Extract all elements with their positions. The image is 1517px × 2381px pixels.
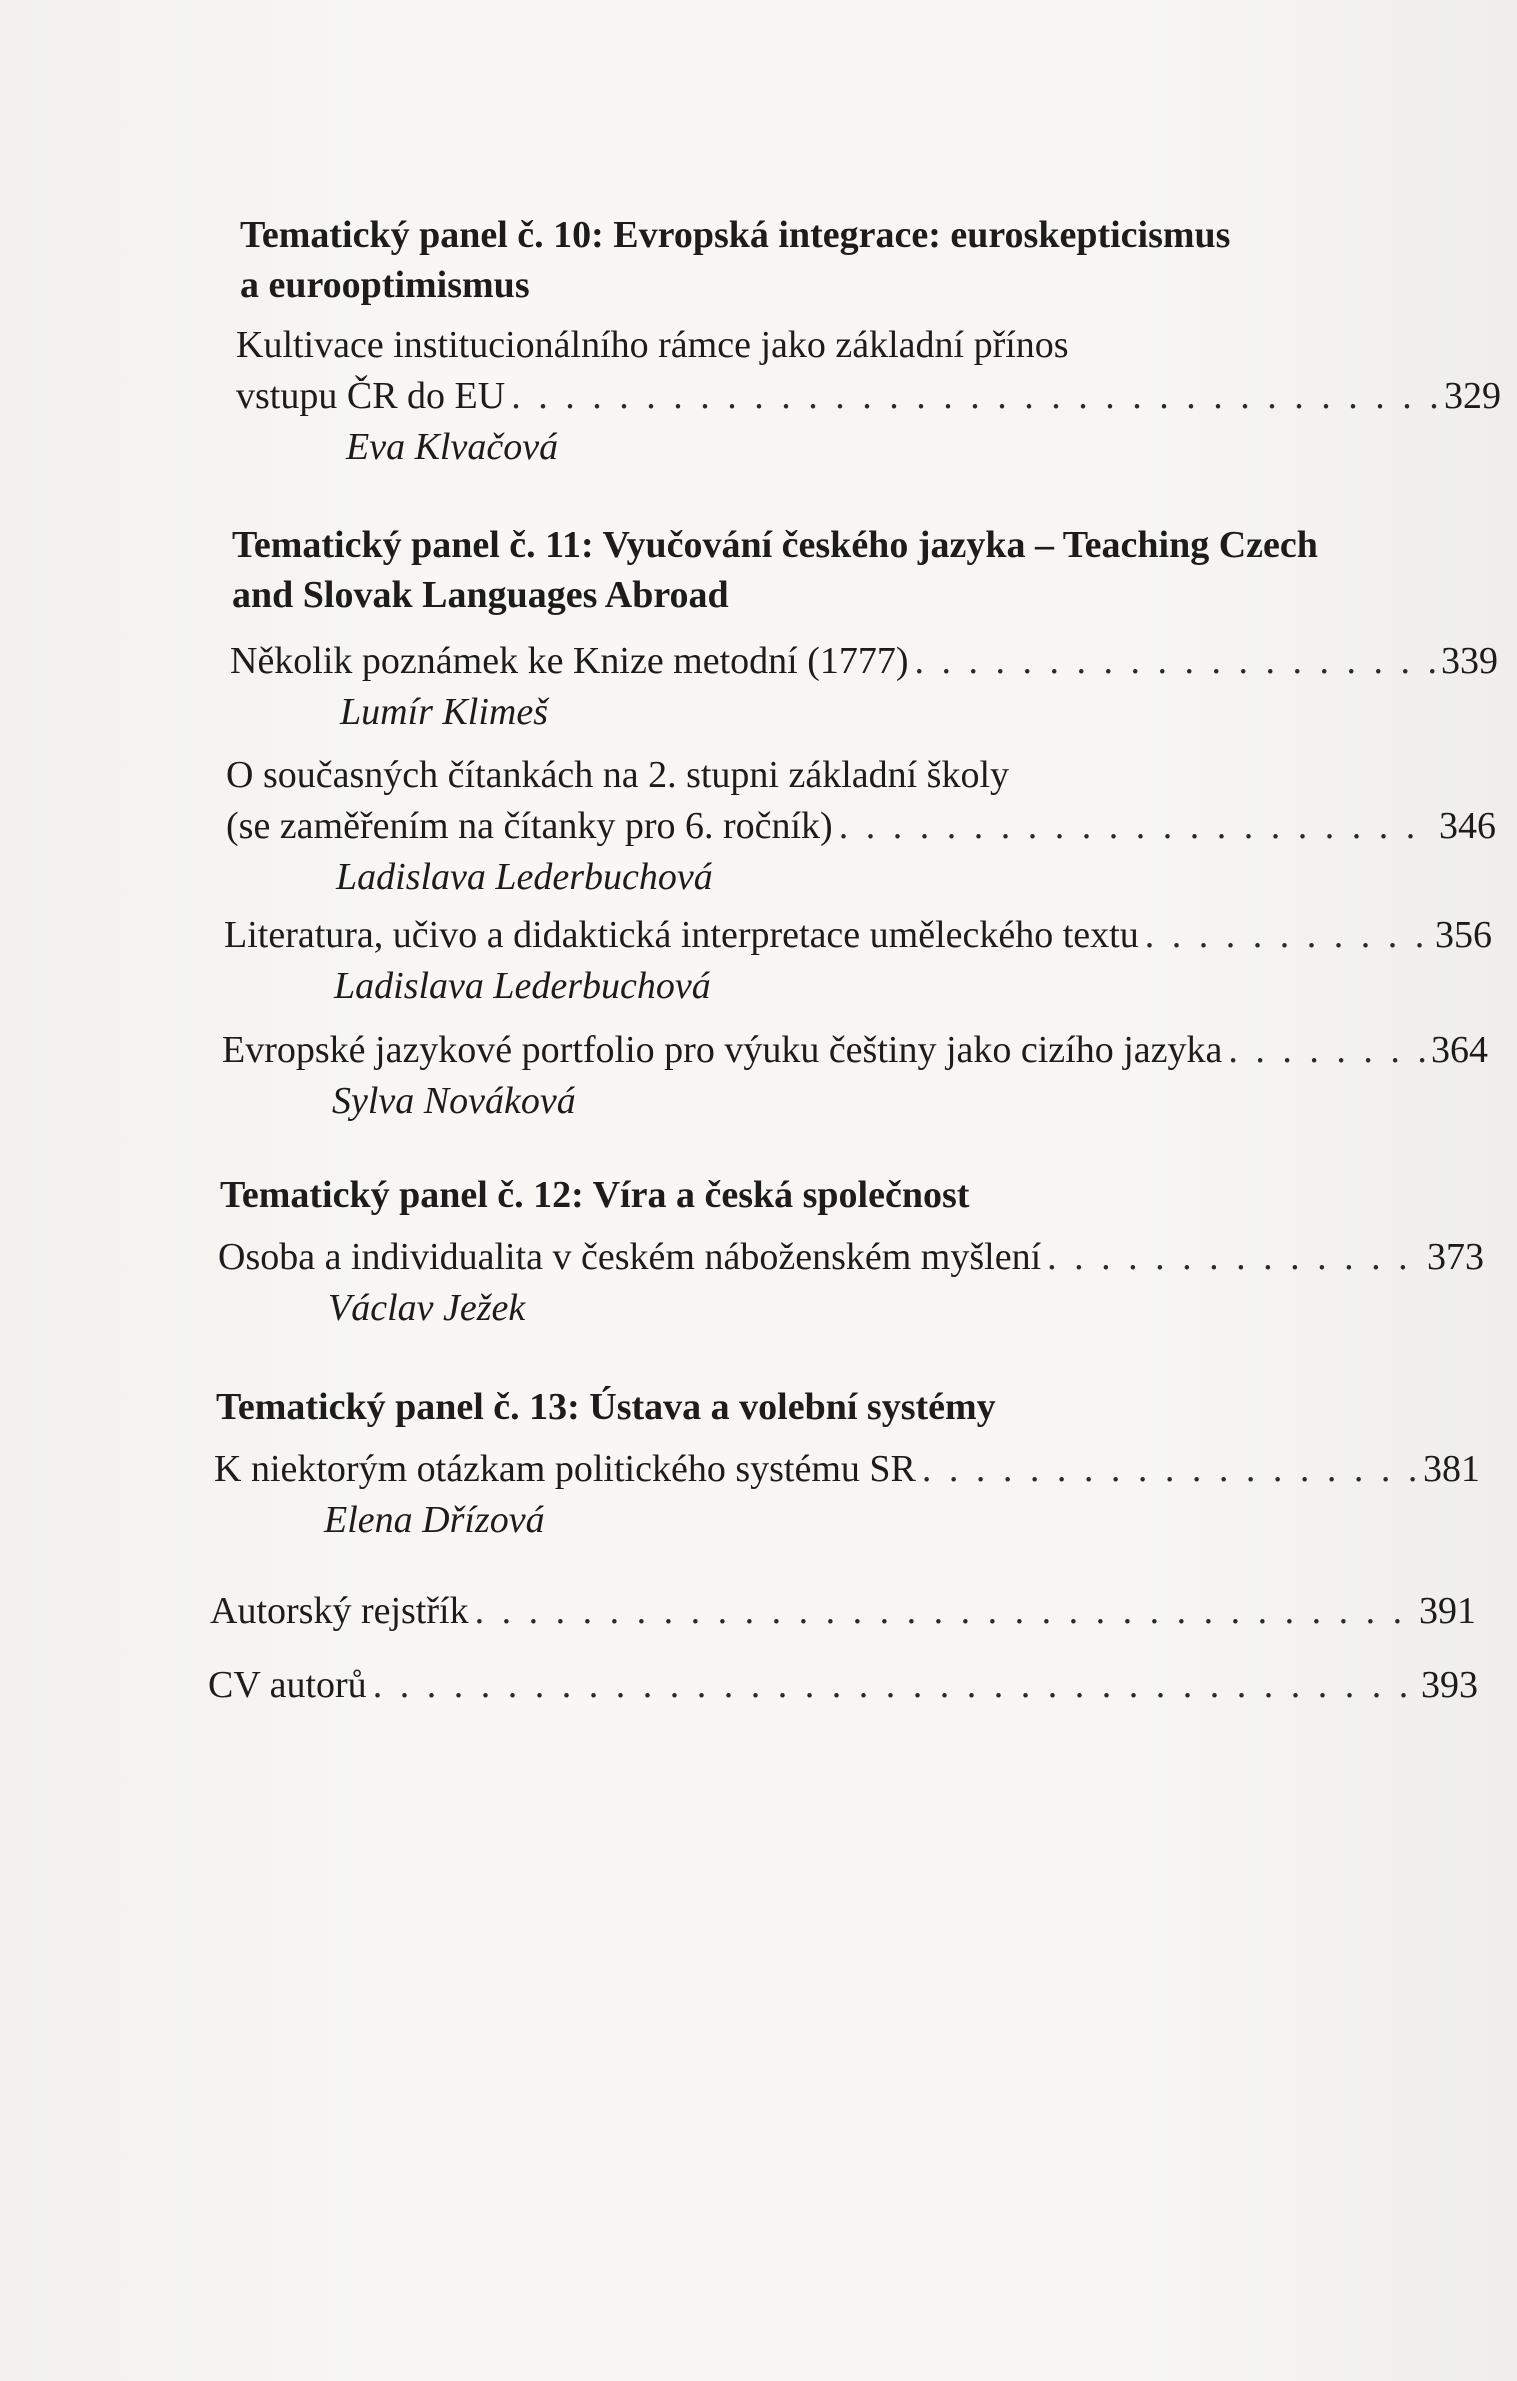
section-heading-12 <box>220 1170 969 1220</box>
entry-title: Kultivace institucionálního rámce jako základní přínos <box>236 324 1069 366</box>
dot-leader <box>373 1660 1415 1711</box>
entry-title: CV autorů <box>208 1664 367 1706</box>
entry-page-number: 373 <box>1427 1236 1484 1278</box>
section-heading-13 <box>216 1382 996 1432</box>
toc-entry[interactable] <box>222 1025 1488 1127</box>
toc-entry[interactable] <box>214 1444 1480 1546</box>
entry-page-number: 356 <box>1435 914 1492 956</box>
section-heading-line: Tematický panel č. 11: Vyučování českého jazyka – Teaching Czech <box>232 524 1318 566</box>
section-heading-line: Tematický panel č. 13: Ústava a volební systémy <box>216 1386 996 1428</box>
toc-entry[interactable] <box>236 320 1501 473</box>
entry-author: Elena Dřízová <box>324 1499 545 1541</box>
entry-page-number: 381 <box>1423 1448 1480 1490</box>
toc-entry[interactable] <box>218 1232 1484 1334</box>
toc-entry-cv[interactable] <box>208 1660 1478 1711</box>
entry-author: Eva Klvačová <box>346 426 559 468</box>
entry-page-number: 346 <box>1439 805 1496 847</box>
dot-leader <box>1228 1025 1425 1076</box>
entry-title: Osoba a individualita v českém náboženském myšlení <box>218 1236 1042 1278</box>
entry-title: Několik poznámek ke Knize metodní (1777) <box>230 640 909 682</box>
dot-leader <box>475 1586 1413 1637</box>
entry-title: O současných čítankách na 2. stupni základní školy <box>226 754 1010 796</box>
entry-author: Václav Ježek <box>328 1287 526 1329</box>
dot-leader <box>915 636 1435 687</box>
entry-title: vstupu ČR do EU <box>236 375 506 417</box>
entry-title: (se zaměřením na čítanky pro 6. ročník) <box>226 805 833 847</box>
dot-leader <box>922 1444 1417 1495</box>
toc-entry-index[interactable] <box>210 1586 1476 1637</box>
toc-entry[interactable] <box>224 910 1492 1012</box>
entry-author: Lumír Klimeš <box>340 691 548 733</box>
entry-title: Literatura, učivo a didaktická interpretace uměleckého textu <box>224 914 1139 956</box>
entry-page-number: 391 <box>1419 1590 1476 1632</box>
dot-leader <box>1145 910 1429 961</box>
entry-page-number: 339 <box>1441 640 1498 682</box>
section-heading-line: and Slovak Languages Abroad <box>232 574 729 616</box>
dot-leader <box>511 371 1438 422</box>
entry-page-number: 393 <box>1421 1664 1478 1706</box>
toc-entry[interactable] <box>226 750 1496 903</box>
section-heading-line: Tematický panel č. 12: Víra a česká společnost <box>220 1174 970 1216</box>
entry-page-number: 364 <box>1431 1029 1488 1071</box>
section-heading-line: a eurooptimismus <box>240 264 530 306</box>
section-heading-10 <box>240 210 1230 310</box>
entry-author: Ladislava Lederbuchová <box>334 965 711 1007</box>
entry-author: Ladislava Lederbuchová <box>336 856 713 898</box>
section-heading-11 <box>232 520 1318 620</box>
entry-page-number: 329 <box>1444 375 1501 417</box>
entry-author: Sylva Nováková <box>332 1080 576 1122</box>
entry-title: Evropské jazykové portfolio pro výuku češtiny jako cizího jazyka <box>222 1029 1223 1071</box>
entry-title: Autorský rejstřík <box>210 1590 469 1632</box>
dot-leader <box>839 801 1433 852</box>
entry-title: K niektorým otázkam politického systému SR <box>214 1448 916 1490</box>
section-heading-line: Tematický panel č. 10: Evropská integrace: euroskepticismus <box>240 214 1231 256</box>
toc-entry[interactable] <box>230 636 1498 738</box>
dot-leader <box>1047 1232 1421 1283</box>
